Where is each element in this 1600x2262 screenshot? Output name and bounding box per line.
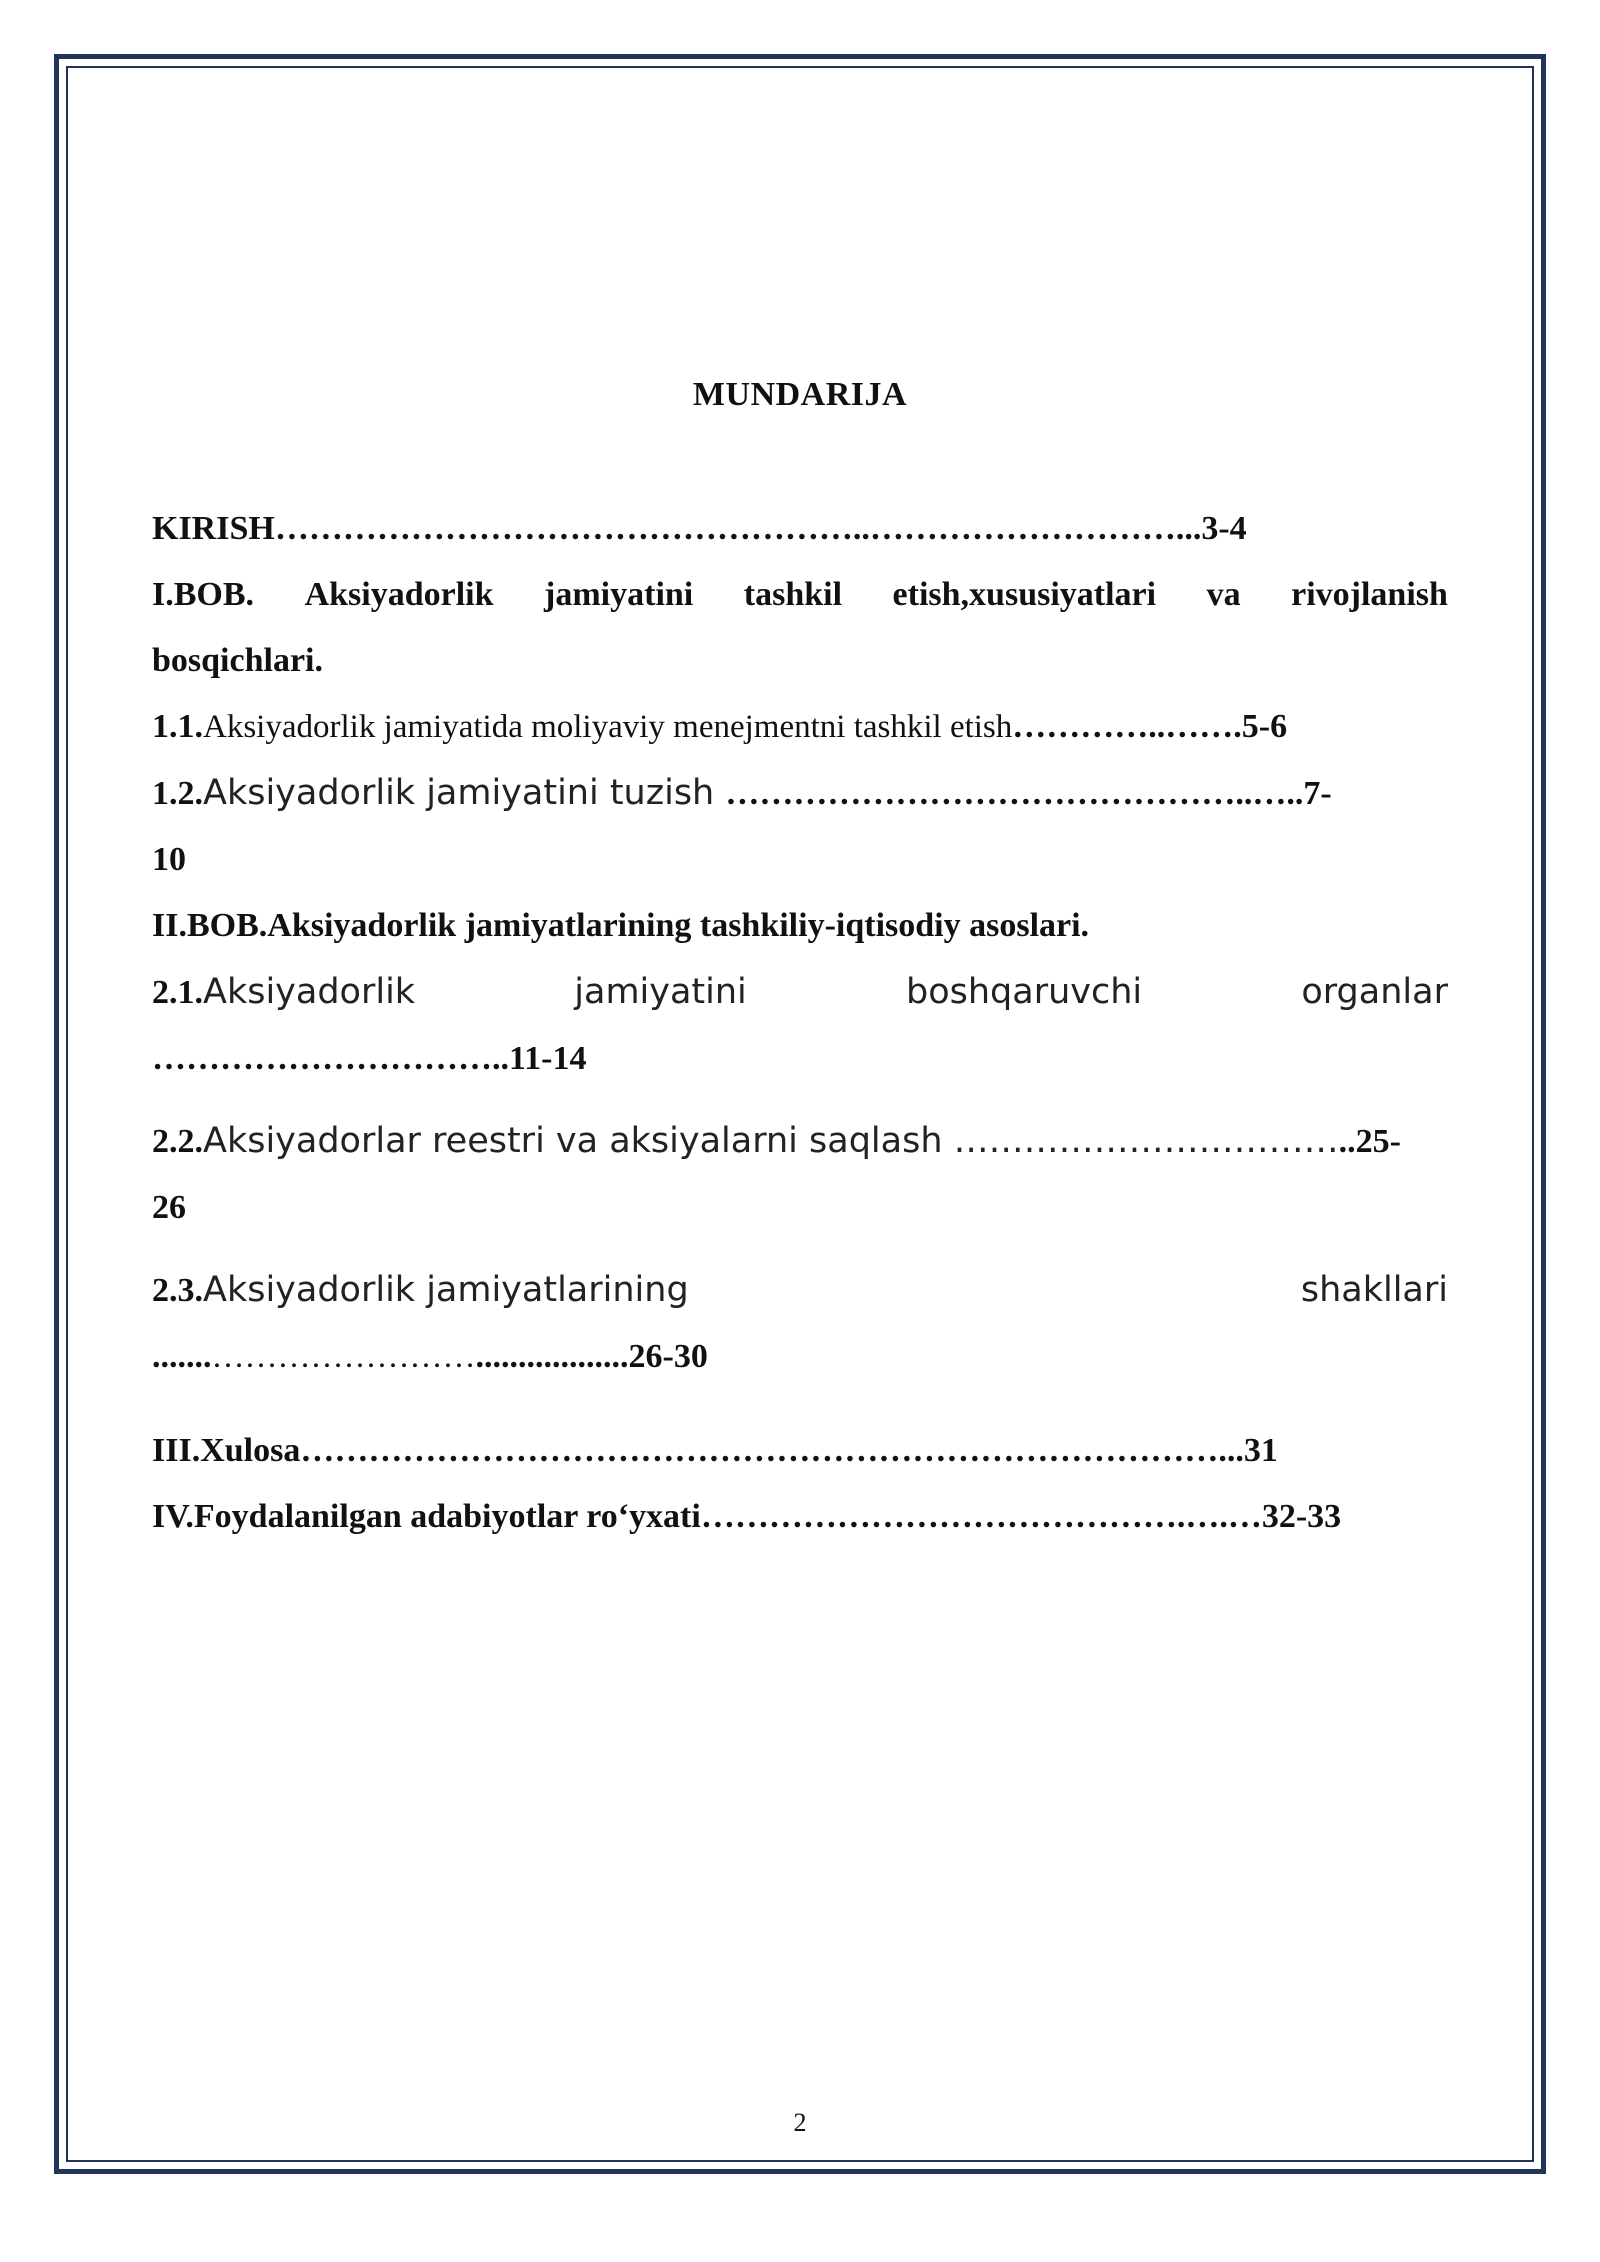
toc-dot-leader: …………..…….5-6 [1012,708,1288,745]
toc-entry-1-1[interactable] [152,694,1448,760]
page-number: 2 [793,2108,807,2137]
toc-section-number: 2.3. [152,1272,203,1309]
toc-section-word: shakllari [1300,1270,1448,1310]
toc-bob1-word: etish,xususiyatlari [892,576,1157,613]
toc-bob1-word: I.BOB. [152,576,255,613]
toc-entry-1-2-continuation: 10 [152,841,186,878]
toc-bob1-word: va [1206,576,1241,613]
table-of-contents [152,496,1448,1550]
toc-entry-2-2-continuation: 26 [152,1189,186,1226]
toc-section-word: jamiyatini [574,972,747,1012]
toc-section-number: 2.1. [152,974,203,1011]
toc-section-word: Aksiyadorlik [203,972,416,1012]
toc-bob1-word: Aksiyadorlik [304,576,494,613]
toc-entry-kirish[interactable]: KIRISH……………………………………………..………………………...3-4 [152,510,1247,547]
toc-entry-bob2[interactable]: II.BOB.Aksiyadorlik jamiyatlarining tashkiliy-iqtisodiy asoslari. [152,907,1090,944]
toc-section-word: organlar [1301,972,1448,1012]
toc-entry-2-3-continuation [152,1324,1448,1390]
toc-entry-2-1-continuation: …………………………..11-14 [152,1040,587,1077]
toc-bob1-word: tashkil [743,576,843,613]
toc-dot-leader: ..................26-30 [475,1338,708,1375]
toc-section-number: 1.2. [152,775,203,812]
toc-section-word: boshqaruvchi [906,972,1143,1012]
toc-section-title: Aksiyadorlik jamiyatlarining [203,1270,689,1310]
toc-bob1-word: jamiyatini [544,576,694,613]
toc-dot-leader: ………………………………………..…..7- [725,775,1332,812]
toc-entry-2-3[interactable] [152,1257,1448,1324]
toc-entry-2-1[interactable] [152,959,1448,1026]
toc-entry-adabiyotlar[interactable]: IV.Foydalanilgan adabiyotlar ro‘yxati…………………………………….….…32-33 [152,1498,1342,1535]
toc-section-title: Aksiyadorlik jamiyatida moliyaviy menejmentni tashkil etish [203,709,1013,745]
toc-bob1-continuation: bosqichlari. [152,642,323,679]
toc-dot-leader: ..25- [1338,1123,1401,1160]
toc-bob1-word: rivojlanish [1291,576,1448,613]
toc-dot-leader: ....... [152,1338,212,1375]
toc-entry-xulosa[interactable]: III.Xulosa………………………………………………………………………...31 [152,1432,1278,1469]
toc-section-number: 2.2. [152,1123,203,1160]
toc-entry-bob1[interactable] [152,562,1448,628]
toc-section-number: 1.1. [152,708,203,745]
page-title: MUNDARIJA [692,376,908,413]
toc-dot-leader: …………………… [211,1339,476,1375]
toc-entry-2-2[interactable] [152,1108,1448,1175]
toc-section-title: Aksiyadorlar reestri va aksiyalarni saqlash …………………………… [203,1121,1339,1161]
toc-entry-1-2[interactable] [152,760,1448,827]
toc-section-title: Aksiyadorlik jamiyatini tuzish [203,773,726,813]
